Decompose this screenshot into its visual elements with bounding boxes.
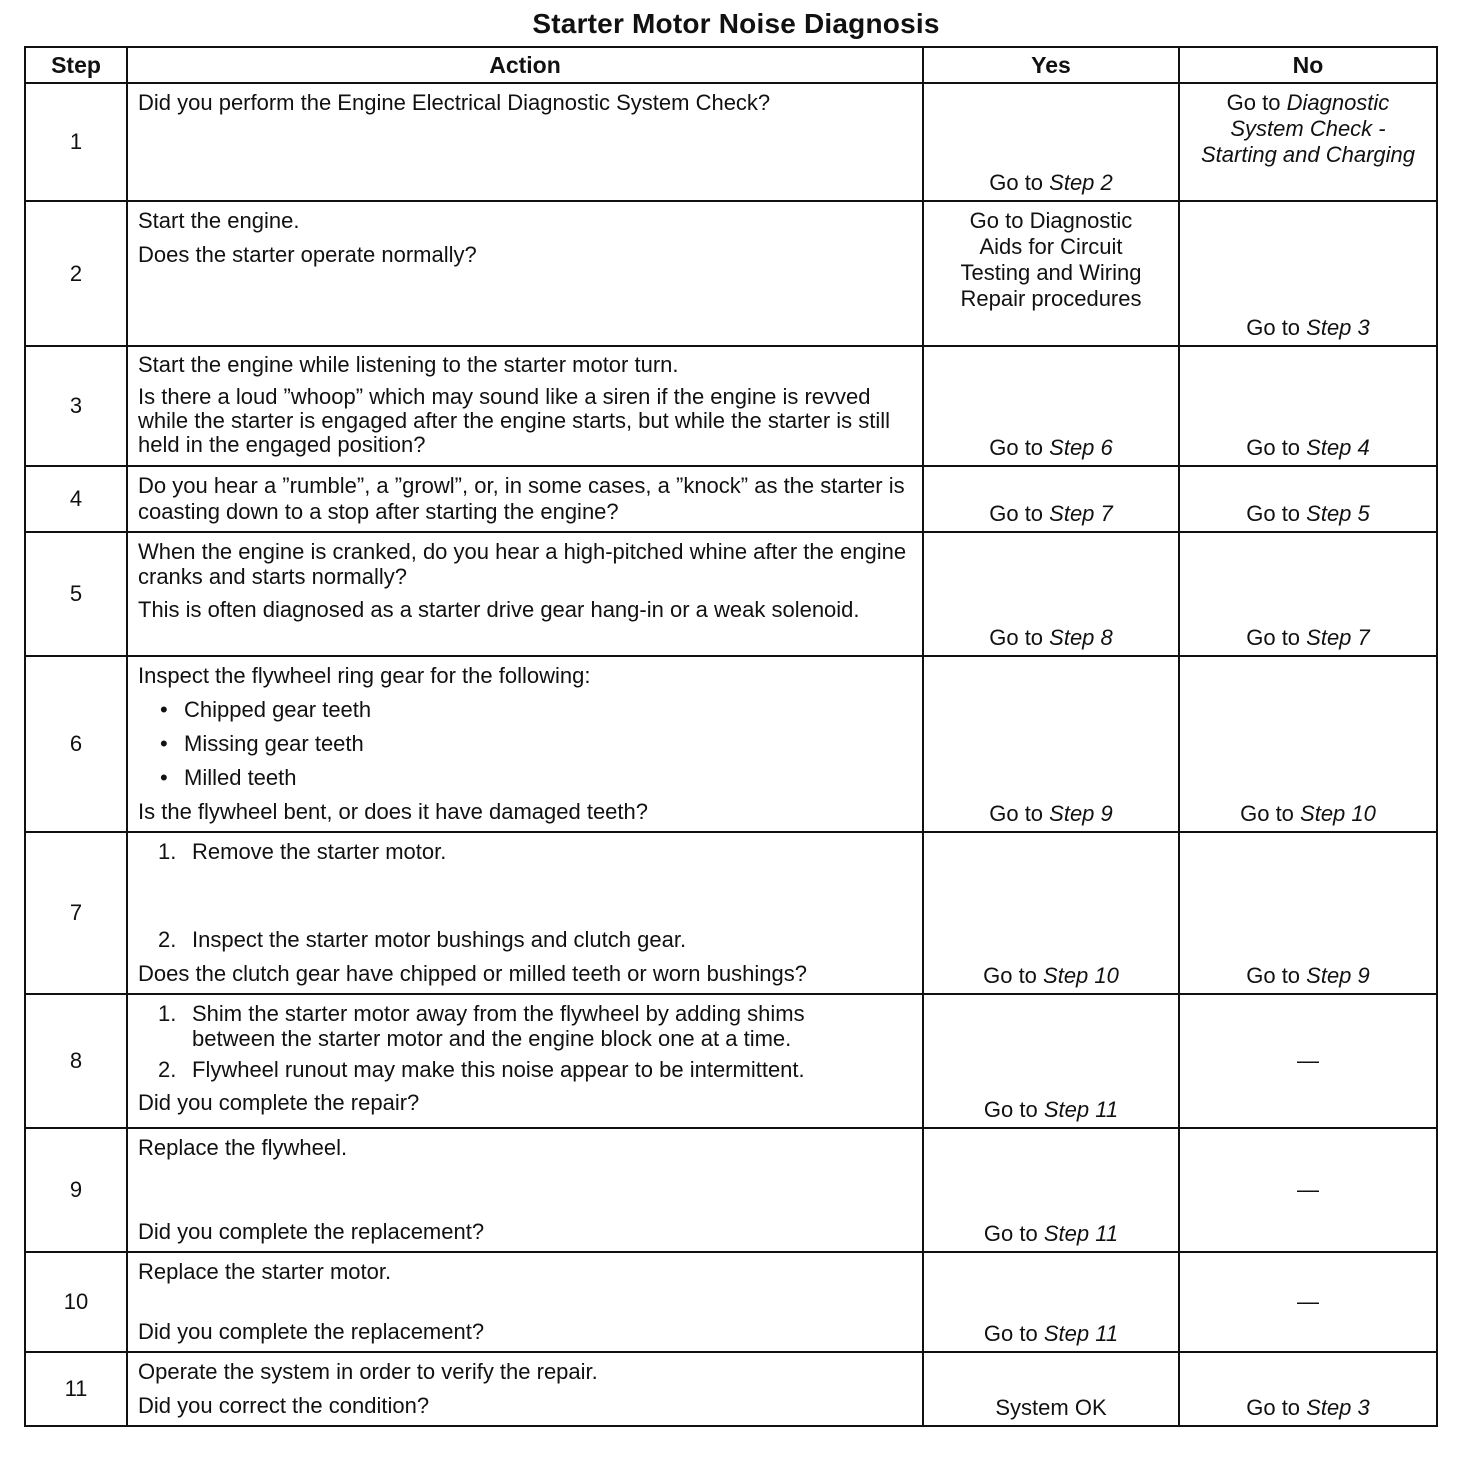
step-number: 11 xyxy=(25,1352,127,1426)
header-action: Action xyxy=(127,47,923,83)
no-result: Go to Step 9 xyxy=(1246,963,1370,988)
table-row xyxy=(25,832,1437,994)
no-cell xyxy=(1179,201,1437,346)
no-result: Go to Step 3 xyxy=(1246,315,1370,340)
no-cell xyxy=(1179,656,1437,832)
table-row xyxy=(25,532,1437,656)
action-question: Did you complete the replacement? xyxy=(138,1319,485,1344)
action-text: Replace the starter motor. xyxy=(138,1259,392,1284)
step-number: 1 xyxy=(25,83,127,201)
no-result: Go to Step 3 xyxy=(1246,1395,1370,1420)
yes-cell xyxy=(923,832,1179,994)
action-cell xyxy=(127,83,923,201)
no-result-dash: — xyxy=(1297,1289,1319,1314)
yes-result: Go to Step 11 xyxy=(983,1097,1119,1122)
yes-result: Go to Step 10 xyxy=(983,963,1119,988)
no-cell xyxy=(1179,832,1437,994)
action-cell xyxy=(127,1352,923,1426)
action-question: Do you hear a ”rumble”, a ”growl”, or, in some cases, a ”knock” as the starter is coasting down to a stop after starting the engine? xyxy=(138,473,905,524)
diagnosis-table xyxy=(24,46,1438,1427)
action-question: Did you complete the repair? xyxy=(138,1090,420,1115)
header-yes: Yes xyxy=(923,47,1179,83)
yes-cell xyxy=(923,1252,1179,1352)
action-cell xyxy=(127,346,923,466)
no-result: Go to Diagnostic System Check - Starting and Charging xyxy=(1200,90,1416,167)
header-step: Step xyxy=(25,47,127,83)
action-cell xyxy=(127,201,923,346)
table-row xyxy=(25,656,1437,832)
header-no: No xyxy=(1179,47,1437,83)
bullet-item: • Milled teeth xyxy=(160,765,297,790)
action-text: Replace the flywheel. xyxy=(138,1135,348,1160)
step-number: 6 xyxy=(25,656,127,832)
action-text: Start the engine while listening to the starter motor turn. xyxy=(138,352,679,377)
yes-result: Go to Step 11 xyxy=(983,1221,1119,1246)
yes-result: System OK xyxy=(995,1395,1107,1420)
yes-result: Go to Step 6 xyxy=(989,435,1113,460)
yes-result: Go to Step 8 xyxy=(989,625,1113,650)
no-cell xyxy=(1179,466,1437,532)
action-cell xyxy=(127,1128,923,1252)
no-cell xyxy=(1179,1252,1437,1352)
yes-cell xyxy=(923,1128,1179,1252)
no-cell xyxy=(1179,532,1437,656)
numbered-item: 1. Shim the starter motor away from the flywheel by adding shims xyxy=(158,1001,805,1026)
step-number: 7 xyxy=(25,832,127,994)
table-row xyxy=(25,1252,1437,1352)
action-note: This is often diagnosed as a starter drive gear hang-in or a weak solenoid. xyxy=(138,597,860,622)
numbered-item-continuation: between the starter motor and the engine block one at a time. xyxy=(192,1026,792,1051)
no-cell xyxy=(1179,346,1437,466)
action-cell xyxy=(127,832,923,994)
yes-cell xyxy=(923,532,1179,656)
yes-result: Go to Step 9 xyxy=(989,801,1113,826)
table-row xyxy=(25,1352,1437,1426)
table-row xyxy=(25,994,1437,1128)
action-question: Does the starter operate normally? xyxy=(138,242,477,267)
action-cell xyxy=(127,994,923,1128)
action-question: Did you correct the condition? xyxy=(138,1393,430,1418)
table-header-row xyxy=(25,47,1437,83)
bullet-item: • Chipped gear teeth xyxy=(160,697,372,722)
no-result: Go to Step 10 xyxy=(1240,801,1376,826)
step-number: 8 xyxy=(25,994,127,1128)
yes-result: Go to Step 7 xyxy=(989,501,1113,526)
action-question: Is there a loud ”whoop” which may sound like a siren if the engine is revved while the starter is engaged after the engine starts, but while the starter is still held in the engaged position? xyxy=(138,384,891,457)
yes-cell xyxy=(923,346,1179,466)
yes-result: Go to Diagnostic Aids for Circuit Testing and Wiring Repair procedures xyxy=(960,208,1142,311)
page-title: Starter Motor Noise Diagnosis xyxy=(532,8,940,39)
action-cell xyxy=(127,532,923,656)
no-result: Go to Step 5 xyxy=(1246,501,1370,526)
no-result: Go to Step 7 xyxy=(1246,625,1370,650)
step-number: 4 xyxy=(25,466,127,532)
table-row xyxy=(25,466,1437,532)
action-cell xyxy=(127,656,923,832)
numbered-item: 2. Inspect the starter motor bushings and clutch gear. xyxy=(158,927,687,952)
step-number: 3 xyxy=(25,346,127,466)
numbered-item: 1. Remove the starter motor. xyxy=(158,839,447,864)
no-cell xyxy=(1179,1128,1437,1252)
yes-cell xyxy=(923,1352,1179,1426)
action-cell xyxy=(127,1252,923,1352)
step-number: 5 xyxy=(25,532,127,656)
step-number: 2 xyxy=(25,201,127,346)
yes-result: Go to Step 11 xyxy=(983,1321,1119,1346)
action-question: Is the flywheel bent, or does it have damaged teeth? xyxy=(138,799,648,824)
table-row xyxy=(25,83,1437,201)
no-result-dash: — xyxy=(1297,1177,1319,1202)
no-result: Go to Step 4 xyxy=(1246,435,1370,460)
table-row xyxy=(25,346,1437,466)
yes-cell xyxy=(923,656,1179,832)
step-number: 10 xyxy=(25,1252,127,1352)
no-result-dash: — xyxy=(1297,1048,1319,1073)
action-cell xyxy=(127,466,923,532)
action-text: Did you perform the Engine Electrical Diagnostic System Check? xyxy=(138,90,771,115)
action-text: Operate the system in order to verify the repair. xyxy=(138,1359,598,1384)
yes-cell xyxy=(923,83,1179,201)
action-question: Did you complete the replacement? xyxy=(138,1219,485,1244)
yes-cell xyxy=(923,201,1179,346)
yes-cell xyxy=(923,466,1179,532)
no-cell xyxy=(1179,994,1437,1128)
yes-cell xyxy=(923,994,1179,1128)
table-row xyxy=(25,201,1437,346)
action-question: When the engine is cranked, do you hear a high-pitched whine after the engine cranks and starts normally? xyxy=(138,539,907,589)
action-text: Start the engine. xyxy=(138,208,300,233)
no-cell xyxy=(1179,83,1437,201)
table-row xyxy=(25,1128,1437,1252)
yes-result: Go to Step 2 xyxy=(989,170,1113,195)
no-cell xyxy=(1179,1352,1437,1426)
step-number: 9 xyxy=(25,1128,127,1252)
action-question: Does the clutch gear have chipped or milled teeth or worn bushings? xyxy=(138,961,807,986)
action-text: Inspect the flywheel ring gear for the following: xyxy=(138,663,591,688)
numbered-item: 2. Flywheel runout may make this noise appear to be intermittent. xyxy=(158,1057,805,1082)
bullet-item: • Missing gear teeth xyxy=(160,731,364,756)
